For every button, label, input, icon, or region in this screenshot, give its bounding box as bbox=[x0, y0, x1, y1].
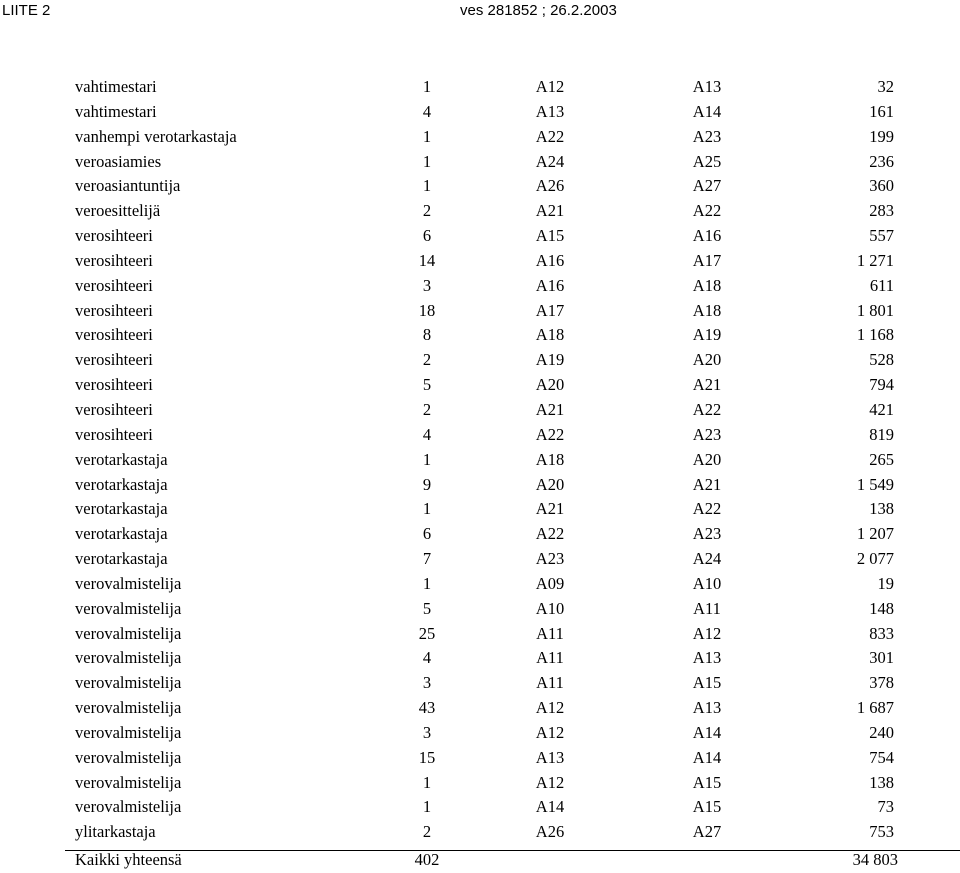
row-grade-from: A19 bbox=[535, 350, 565, 370]
row-grade-to: A21 bbox=[692, 375, 722, 395]
row-title: ylitarkastaja bbox=[75, 822, 156, 842]
row-value: 1 271 bbox=[856, 250, 894, 270]
total-count: 402 bbox=[414, 850, 440, 869]
row-value: 1 687 bbox=[856, 698, 894, 718]
table-row bbox=[0, 448, 960, 473]
table-row bbox=[0, 224, 960, 249]
row-value: 161 bbox=[869, 101, 894, 121]
row-grade-from: A11 bbox=[536, 648, 564, 668]
row-title: verosihteeri bbox=[75, 226, 153, 246]
table-row bbox=[0, 547, 960, 572]
row-value: 557 bbox=[869, 226, 894, 246]
row-value: 73 bbox=[877, 797, 894, 817]
row-title: veroasiamies bbox=[75, 151, 162, 171]
row-title: verovalmistelija bbox=[75, 797, 182, 817]
row-grade-to: A20 bbox=[692, 350, 722, 370]
row-count: 4 bbox=[422, 424, 432, 444]
row-value: 1 207 bbox=[856, 524, 894, 544]
row-title: verotarkastaja bbox=[75, 549, 168, 569]
row-grade-from: A18 bbox=[535, 325, 565, 345]
row-grade-to: A13 bbox=[692, 648, 722, 668]
row-count: 1 bbox=[422, 126, 432, 146]
row-grade-to: A23 bbox=[692, 424, 722, 444]
row-count: 7 bbox=[422, 549, 432, 569]
row-value: 833 bbox=[869, 623, 894, 643]
row-grade-to: A11 bbox=[693, 598, 721, 618]
row-count: 8 bbox=[422, 325, 432, 345]
row-grade-to: A18 bbox=[692, 300, 722, 320]
table-row bbox=[0, 622, 960, 647]
table-row bbox=[0, 373, 960, 398]
table-row bbox=[0, 522, 960, 547]
row-count: 9 bbox=[422, 474, 432, 494]
table-row bbox=[0, 249, 960, 274]
row-count: 1 bbox=[422, 176, 432, 196]
row-value: 19 bbox=[877, 573, 894, 593]
row-grade-from: A20 bbox=[535, 474, 565, 494]
row-count: 1 bbox=[422, 77, 432, 96]
row-title: verotarkastaja bbox=[75, 449, 168, 469]
row-grade-from: A09 bbox=[535, 573, 565, 593]
row-count: 5 bbox=[422, 598, 432, 618]
page-header bbox=[0, 2, 960, 22]
row-value: 528 bbox=[869, 350, 894, 370]
row-title: vanhempi verotarkastaja bbox=[75, 126, 237, 146]
row-count: 1 bbox=[422, 499, 432, 519]
table-row bbox=[0, 125, 960, 150]
row-grade-to: A14 bbox=[692, 722, 722, 742]
row-count: 4 bbox=[422, 648, 432, 668]
table-row bbox=[0, 646, 960, 671]
table-row bbox=[0, 398, 960, 423]
row-count: 15 bbox=[418, 747, 436, 767]
row-count: 18 bbox=[418, 300, 436, 320]
row-grade-to: A12 bbox=[692, 623, 722, 643]
row-title: verosihteeri bbox=[75, 375, 153, 395]
table-row bbox=[0, 696, 960, 721]
row-grade-from: A23 bbox=[535, 549, 565, 569]
row-count: 43 bbox=[418, 698, 436, 718]
row-count: 1 bbox=[422, 772, 432, 792]
row-title: verovalmistelija bbox=[75, 573, 182, 593]
row-count: 1 bbox=[422, 449, 432, 469]
row-title: verosihteeri bbox=[75, 250, 153, 270]
row-count: 3 bbox=[422, 673, 432, 693]
row-count: 6 bbox=[422, 524, 432, 544]
row-title: verovalmistelija bbox=[75, 698, 182, 718]
row-grade-to: A15 bbox=[692, 797, 722, 817]
row-value: 2 077 bbox=[856, 549, 894, 569]
row-value: 301 bbox=[869, 648, 894, 668]
row-grade-from: A20 bbox=[535, 375, 565, 395]
row-grade-to: A27 bbox=[692, 822, 722, 842]
row-grade-from: A17 bbox=[535, 300, 565, 320]
table-row bbox=[0, 746, 960, 771]
row-grade-to: A17 bbox=[692, 250, 722, 270]
row-value: 378 bbox=[869, 673, 894, 693]
row-grade-to: A27 bbox=[692, 176, 722, 196]
row-value: 148 bbox=[869, 598, 894, 618]
table-row bbox=[0, 75, 960, 100]
row-grade-from: A15 bbox=[535, 226, 565, 246]
appendix-label: LIITE 2 bbox=[2, 2, 51, 19]
row-count: 1 bbox=[422, 151, 432, 171]
table-row bbox=[0, 671, 960, 696]
row-value: 360 bbox=[869, 176, 894, 196]
row-count: 2 bbox=[422, 399, 432, 419]
row-count: 3 bbox=[422, 275, 432, 295]
row-grade-from: A16 bbox=[535, 250, 565, 270]
table-row bbox=[0, 597, 960, 622]
row-grade-from: A11 bbox=[536, 673, 564, 693]
table-row bbox=[0, 348, 960, 373]
table-row bbox=[0, 199, 960, 224]
row-value: 753 bbox=[869, 822, 894, 842]
row-grade-from: A12 bbox=[535, 722, 565, 742]
version-date: ves 281852 ; 26.2.2003 bbox=[460, 2, 617, 19]
table-row bbox=[0, 299, 960, 324]
row-value: 754 bbox=[869, 747, 894, 767]
row-count: 1 bbox=[422, 797, 432, 817]
row-grade-to: A22 bbox=[692, 499, 722, 519]
row-grade-to: A14 bbox=[692, 101, 722, 121]
row-count: 5 bbox=[422, 375, 432, 395]
row-title: veroasiantuntija bbox=[75, 176, 181, 196]
row-value: 1 549 bbox=[856, 474, 894, 494]
row-grade-from: A21 bbox=[535, 201, 565, 221]
row-grade-from: A26 bbox=[535, 822, 565, 842]
row-grade-from: A22 bbox=[535, 524, 565, 544]
row-count: 2 bbox=[422, 822, 432, 842]
row-grade-to: A16 bbox=[692, 226, 722, 246]
row-grade-from: A13 bbox=[535, 101, 565, 121]
table-row bbox=[0, 572, 960, 597]
row-title: verosihteeri bbox=[75, 424, 153, 444]
row-grade-from: A12 bbox=[535, 77, 565, 96]
row-value: 199 bbox=[869, 126, 894, 146]
row-grade-from: A12 bbox=[535, 698, 565, 718]
row-grade-to: A10 bbox=[692, 573, 722, 593]
row-title: verovalmistelija bbox=[75, 772, 182, 792]
row-grade-from: A16 bbox=[535, 275, 565, 295]
row-title: verotarkastaja bbox=[75, 474, 168, 494]
row-count: 2 bbox=[422, 350, 432, 370]
table-row bbox=[0, 497, 960, 522]
total-row bbox=[0, 849, 960, 873]
row-value: 1 168 bbox=[856, 325, 894, 345]
row-value: 421 bbox=[869, 399, 894, 419]
row-title: verovalmistelija bbox=[75, 598, 182, 618]
row-grade-from: A21 bbox=[535, 399, 565, 419]
total-value: 34 803 bbox=[852, 850, 898, 869]
row-count: 1 bbox=[422, 573, 432, 593]
total-label: Kaikki yhteensä bbox=[75, 850, 182, 869]
row-grade-to: A15 bbox=[692, 673, 722, 693]
row-title: verotarkastaja bbox=[75, 524, 168, 544]
row-grade-to: A15 bbox=[692, 772, 722, 792]
row-title: verovalmistelija bbox=[75, 722, 182, 742]
row-grade-to: A18 bbox=[692, 275, 722, 295]
row-value: 611 bbox=[869, 275, 894, 295]
row-grade-from: A26 bbox=[535, 176, 565, 196]
row-grade-to: A13 bbox=[692, 698, 722, 718]
row-grade-to: A22 bbox=[692, 201, 722, 221]
row-grade-to: A23 bbox=[692, 524, 722, 544]
row-count: 25 bbox=[418, 623, 436, 643]
table-row bbox=[0, 274, 960, 299]
row-grade-from: A21 bbox=[535, 499, 565, 519]
table-row bbox=[0, 820, 960, 845]
row-title: verosihteeri bbox=[75, 350, 153, 370]
row-value: 794 bbox=[869, 375, 894, 395]
table-row bbox=[0, 423, 960, 448]
row-value: 1 801 bbox=[856, 300, 894, 320]
row-title: verotarkastaja bbox=[75, 499, 168, 519]
row-title: verovalmistelija bbox=[75, 623, 182, 643]
table-row bbox=[0, 150, 960, 175]
row-title: veroesittelijä bbox=[75, 201, 161, 221]
salary-table bbox=[0, 75, 960, 845]
row-grade-from: A18 bbox=[535, 449, 565, 469]
row-grade-to: A13 bbox=[692, 77, 722, 96]
row-value: 240 bbox=[869, 722, 894, 742]
row-title: verosihteeri bbox=[75, 399, 153, 419]
row-grade-from: A24 bbox=[535, 151, 565, 171]
row-grade-to: A21 bbox=[692, 474, 722, 494]
row-count: 3 bbox=[422, 722, 432, 742]
row-value: 138 bbox=[869, 772, 894, 792]
row-value: 283 bbox=[869, 201, 894, 221]
row-grade-to: A14 bbox=[692, 747, 722, 767]
row-grade-from: A12 bbox=[535, 772, 565, 792]
row-value: 265 bbox=[869, 449, 894, 469]
row-grade-from: A11 bbox=[536, 623, 564, 643]
table-row bbox=[0, 100, 960, 125]
table-row bbox=[0, 174, 960, 199]
row-title: verosihteeri bbox=[75, 275, 153, 295]
row-grade-to: A22 bbox=[692, 399, 722, 419]
row-grade-to: A25 bbox=[692, 151, 722, 171]
row-title: verosihteeri bbox=[75, 325, 153, 345]
row-grade-from: A13 bbox=[535, 747, 565, 767]
row-value: 32 bbox=[877, 77, 894, 96]
row-grade-from: A14 bbox=[535, 797, 565, 817]
row-value: 819 bbox=[869, 424, 894, 444]
row-title: vahtimestari bbox=[75, 101, 157, 121]
row-count: 4 bbox=[422, 101, 432, 121]
table-row bbox=[0, 721, 960, 746]
row-value: 138 bbox=[869, 499, 894, 519]
row-grade-to: A24 bbox=[692, 549, 722, 569]
row-count: 2 bbox=[422, 201, 432, 221]
row-grade-to: A19 bbox=[692, 325, 722, 345]
row-value: 236 bbox=[869, 151, 894, 171]
table-row bbox=[0, 473, 960, 498]
row-grade-from: A22 bbox=[535, 424, 565, 444]
row-grade-to: A20 bbox=[692, 449, 722, 469]
table-row bbox=[0, 795, 960, 820]
row-title: verovalmistelija bbox=[75, 673, 182, 693]
row-title: verovalmistelija bbox=[75, 648, 182, 668]
row-title: verosihteeri bbox=[75, 300, 153, 320]
row-title: vahtimestari bbox=[75, 77, 157, 96]
row-grade-from: A10 bbox=[535, 598, 565, 618]
table-row bbox=[0, 771, 960, 796]
row-grade-to: A23 bbox=[692, 126, 722, 146]
row-count: 14 bbox=[418, 250, 436, 270]
table-row bbox=[0, 323, 960, 348]
row-title: verovalmistelija bbox=[75, 747, 182, 767]
row-grade-from: A22 bbox=[535, 126, 565, 146]
row-count: 6 bbox=[422, 226, 432, 246]
